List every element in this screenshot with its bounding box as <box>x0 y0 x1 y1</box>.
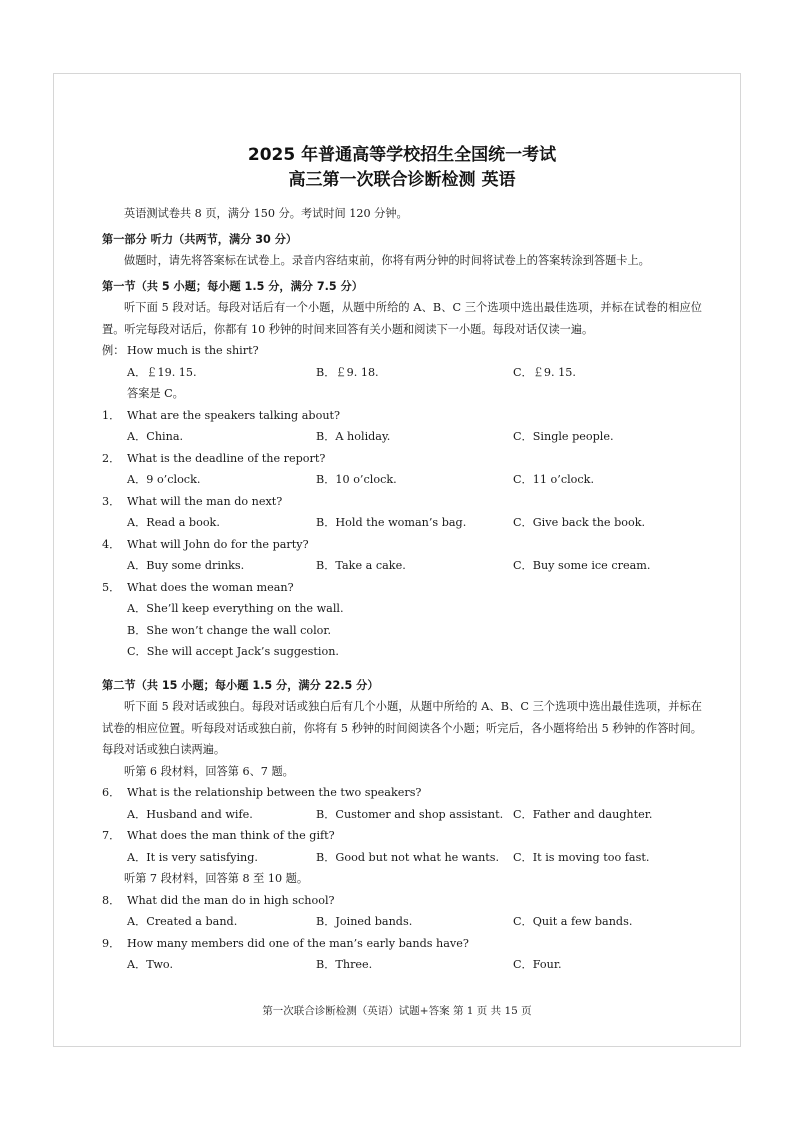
exam-page <box>53 73 741 1047</box>
question-text: How many members did one of the man’s early bands have? <box>127 936 469 950</box>
material-7-note: 听第 7 段材料，回答第 8 至 10 题。 <box>124 872 309 885</box>
exam-title: 2025 年普通高等学校招生全国统一考试 <box>247 145 557 165</box>
option-a[interactable]: A．It is very satisfying. <box>127 850 258 864</box>
section1-instruction: 听下面 5 段对话。每段对话后有一个小题，从题中所给的 A、B、C 三个选项中选出最佳选项，并标在试卷的相应位置。听完每段对话后，你都有 10 秒钟的时间来回答有关小题和阅读下一小题。每段对话仅读一遍。 <box>102 301 702 336</box>
option-b[interactable]: B．A holiday. <box>316 430 391 443</box>
question-text: What are the speakers talking about? <box>127 408 341 422</box>
option-a[interactable]: A．9 o’clock. <box>127 473 201 486</box>
option-b[interactable]: B．Good but not what he wants. <box>316 850 500 864</box>
option-c[interactable]: C．Single people. <box>513 430 614 443</box>
question-number: 1． <box>102 408 121 422</box>
question <box>102 534 702 556</box>
option-a[interactable]: A．￡19. 15. <box>127 365 197 379</box>
option-c[interactable]: C．￡9. 15. <box>513 365 576 379</box>
page-content <box>102 144 702 976</box>
part1-heading: 第一部分 听力（共两节，满分 30 分） <box>102 232 298 246</box>
option-c[interactable]: C．She will accept Jack’s suggestion. <box>127 645 339 658</box>
question-options <box>102 804 702 826</box>
example-label: 例： <box>102 344 125 357</box>
question-number: 5． <box>102 580 121 594</box>
question-number: 2． <box>102 451 121 465</box>
option-b[interactable]: B．Joined bands. <box>316 915 413 928</box>
example-question-text: How much is the shirt? <box>127 344 259 357</box>
question <box>102 448 702 470</box>
question-text: What did the man do in high school? <box>127 893 335 907</box>
option-c[interactable]: C．Father and daughter. <box>513 807 653 821</box>
material-6-note: 听第 6 段材料，回答第 6、7 题。 <box>124 764 294 778</box>
question-number: 9． <box>102 936 121 950</box>
question-text: What will John do for the party? <box>127 537 309 551</box>
option-b[interactable]: B．Take a cake. <box>316 559 406 572</box>
option-b[interactable]: B．￡9. 18. <box>316 365 379 379</box>
example-answer: 答案是 C。 <box>127 387 184 400</box>
question <box>102 933 702 955</box>
question-options <box>102 426 702 448</box>
exam-subtitle: 高三第一次联合诊断检测 英语 <box>288 170 516 190</box>
question-text: What does the man think of the gift? <box>127 829 335 842</box>
question-options <box>102 512 702 534</box>
option-c[interactable]: C．11 o’clock. <box>513 473 595 486</box>
question-options <box>102 847 702 869</box>
option-c[interactable]: C．Buy some ice cream. <box>513 559 651 572</box>
option-a[interactable]: A．Created a band. <box>127 915 238 928</box>
section1-heading: 第一节（共 5 小题；每小题 1.5 分，满分 7.5 分） <box>102 279 363 293</box>
question <box>102 782 702 804</box>
question-number: 4． <box>102 537 121 551</box>
option-c[interactable]: C．Give back the book. <box>513 516 646 529</box>
option-b[interactable]: B．Hold the woman’s bag. <box>316 516 467 529</box>
option-a[interactable]: A．She’ll keep everything on the wall. <box>127 602 344 615</box>
section-gap <box>102 663 702 671</box>
question <box>102 405 702 427</box>
question-number: 8． <box>102 893 121 907</box>
option-b[interactable]: B．Customer and shop assistant. <box>316 807 504 821</box>
question-number: 3． <box>102 494 121 508</box>
question <box>102 825 702 847</box>
page-footer: 第一次联合诊断检测（英语）试题+答案 第 1 页 共 15 页 <box>262 1005 532 1017</box>
option-c[interactable]: C．It is moving too fast. <box>513 850 650 864</box>
option-b[interactable]: B．She won’t change the wall color. <box>127 623 332 637</box>
question-text: What is the deadline of the report? <box>127 451 326 465</box>
question <box>102 577 702 599</box>
question-options <box>102 555 702 577</box>
section2-heading: 第二节（共 15 小题；每小题 1.5 分，满分 22.5 分） <box>102 678 379 692</box>
option-a[interactable]: A．Husband and wife. <box>127 807 253 821</box>
option-a[interactable]: A．China. <box>127 430 184 443</box>
option-b[interactable]: B．Three. <box>316 958 373 971</box>
example-question <box>102 340 702 362</box>
option-c[interactable]: C．Four. <box>513 958 562 971</box>
question-number: 7． <box>102 829 121 842</box>
option-c[interactable]: C．Quit a few bands. <box>513 915 633 928</box>
example-options <box>102 362 702 384</box>
section2-instruction: 听下面 5 段对话或独白。每段对话或独白后有几个小题，从题中所给的 A、B、C 三个选项中选出最佳选项，并标在试卷的相应位置。听每段对话或独白前，你将有 5 秒钟的时间阅读各个小题；听完后，各小题将给出 5 秒钟的作答时间。每段对话或独白读两遍。 <box>102 700 702 756</box>
question-options <box>102 911 702 933</box>
option-a[interactable]: A．Two. <box>127 958 174 971</box>
option-b[interactable]: B．10 o’clock. <box>316 473 397 486</box>
question-number: 6． <box>102 786 121 799</box>
intro-text: 英语测试卷共 8 页，满分 150 分。考试时间 120 分钟。 <box>124 207 408 220</box>
question <box>102 890 702 912</box>
option-a[interactable]: A．Buy some drinks. <box>127 559 245 572</box>
part1-instruction: 做题时，请先将答案标在试卷上。录音内容结束前，你将有两分钟的时间将试卷上的答案转涂到答题卡上。 <box>124 254 650 267</box>
question-options <box>102 469 702 491</box>
option-a[interactable]: A．Read a book. <box>127 516 220 529</box>
question-options <box>102 954 702 976</box>
question-text: What will the man do next? <box>127 494 283 508</box>
question-text: What does the woman mean? <box>127 580 294 594</box>
question <box>102 491 702 513</box>
question-text: What is the relationship between the two speakers? <box>127 786 422 799</box>
